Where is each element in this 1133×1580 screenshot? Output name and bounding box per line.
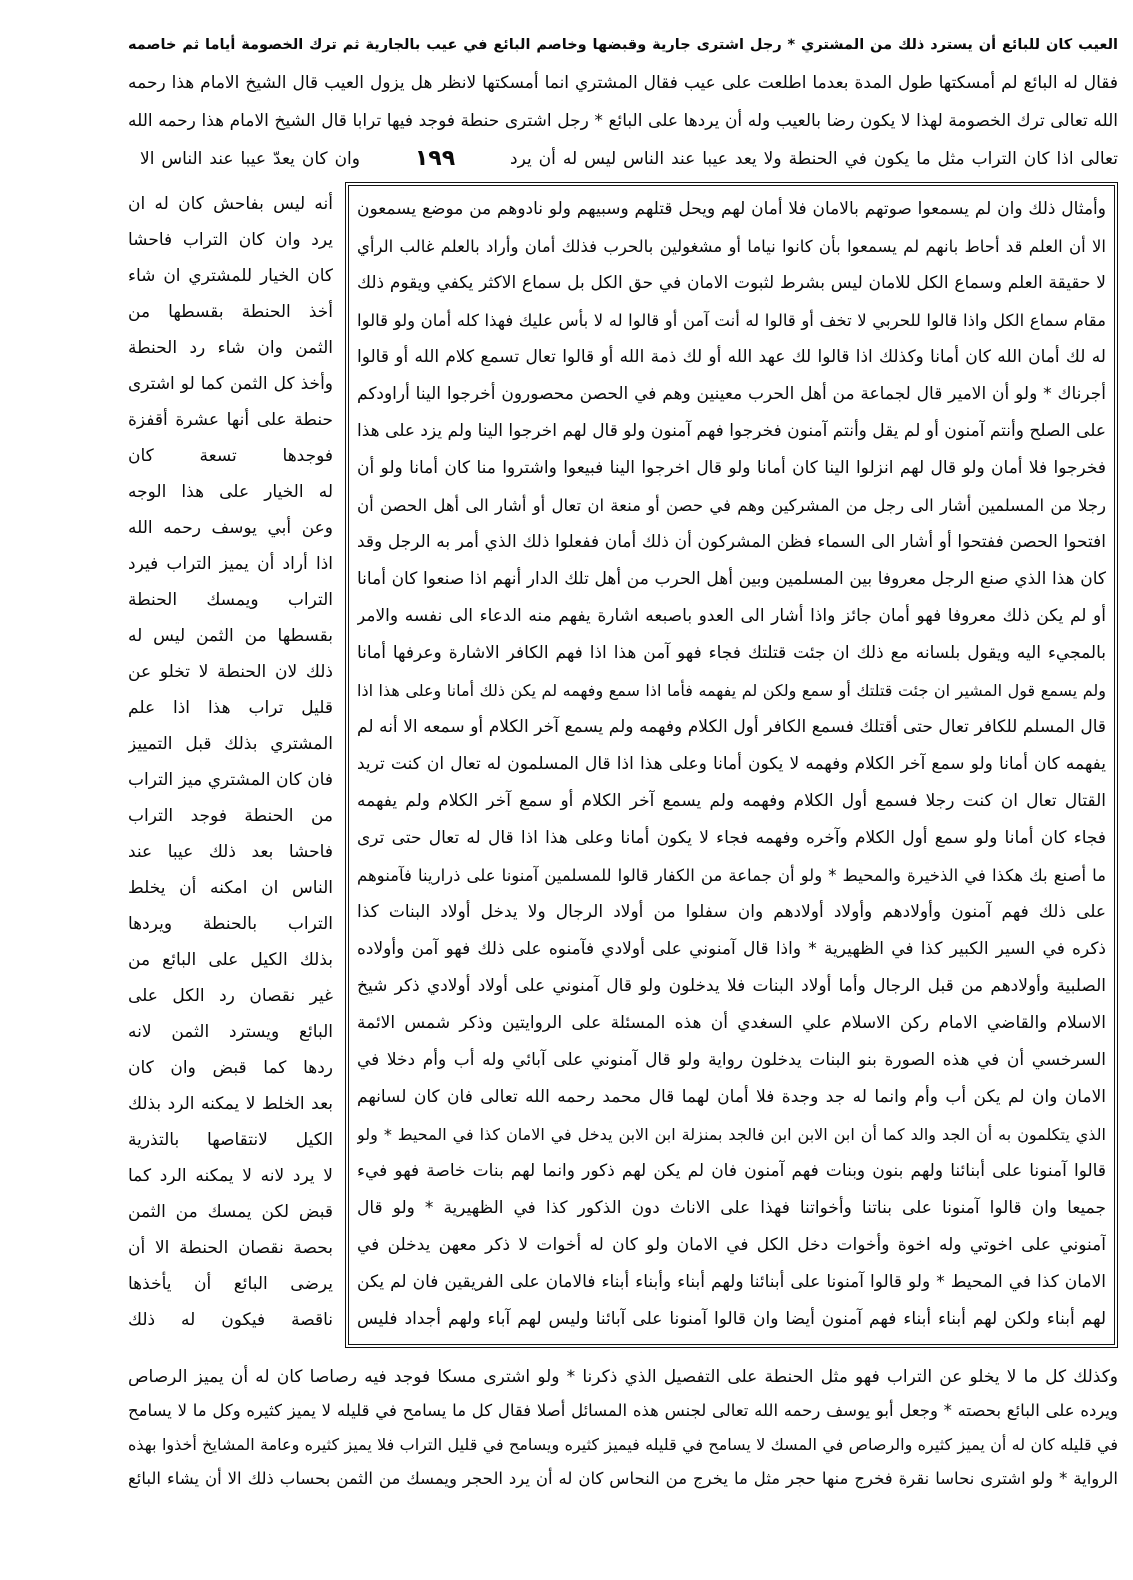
main-text-line: أجرناك * ولو أن الامير قال لجماعة من أهل الحرب معينين وهم في الحصن محصورون أخرجوا الينا أراودكم (357, 384, 1106, 404)
margin-note-line: المشتري بذلك قبل التمييز (128, 734, 333, 754)
margin-note-line: الكيل لانتقاصها بالتذرية (128, 1130, 333, 1150)
page-footer-text (128, 1360, 1118, 1496)
page-header (128, 26, 1118, 178)
main-text-line: الاسلام والقاضي الامام ركن الاسلام علي السغدي أن هذه المسئلة على الروايتين وذكر شمس الائمة (357, 1013, 1106, 1033)
margin-note-line: البائع ويسترد الثمن لانه (128, 1022, 333, 1042)
main-text-line: آمنوني على اخوتي وله اخوة وأخوات دخل الكل في الامان ولو كان له أخوات لا ذكر معهن يدخلن في (357, 1235, 1106, 1255)
main-text-line: القتال تعال ان كنت رجلا فسمع أول الكلام وفهمه ولم يسمع آخر الكلام أو سمع آخر الكلام ولم يفهمه (357, 791, 1106, 811)
margin-note-line: فوجدها تسعة كان (128, 446, 333, 466)
margin-note-line: يرضى البائع أن يأخذها (128, 1274, 333, 1294)
main-text-line: له لك أمان الله كان أمانا وكذلك اذا قالوا لك عهد الله أو لك ذمة الله أو قالوا تعال تسمع كلام الله أو قالوا (357, 347, 1106, 367)
margin-note-line: اذا أراد أن يميز التراب فيرد (128, 554, 333, 574)
margin-note-line: من الحنطة فوجد التراب (128, 806, 333, 826)
margin-note-start: وان كان يعدّ عيبا عند الناس الا (140, 149, 360, 169)
margin-note-line: التراب بالحنطة ويردها (128, 914, 333, 934)
main-text-line: لهم أبناء ولكن لهم أبناء أبناء فهم آمنون أيضا وان قالوا آمنونا على آبائنا وليس لهم آباء ولهم أجداد فليس (357, 1309, 1106, 1329)
margin-note-line: ذلك لان الحنطة لا تخلو عن (128, 662, 333, 682)
margin-note-line: أنه ليس بفاحش كان له ان (128, 194, 333, 214)
main-text-line: فخرجوا فلا أمان ولو قال لهم انزلوا الينا كان أمانا ولو قال اخرجوا الينا فبيعوا واشتروا منا كان أمانا ولو أن (357, 458, 1106, 478)
main-text-line: الذي يتكلمون به أن الجد والد كما أن ابن الابن ابن فالجد بمنزلة ابن الابن يدخل في الامان كذا في المحيط * ولو (357, 1125, 1106, 1144)
main-text-line: ما أصنع بك هكذا في الذخيرة والمحيط * ولو أن جماعة من الكفار قالوا للمسلمين آمنونا على ذرارينا فآمنوهم (357, 866, 1106, 885)
main-text-line: قالوا آمنونا على أبنائنا ولهم بنون وبنات فهم آمنون فان لم يكن لهم ذكور وانما لهم بنات خاصة فهو فيء (357, 1161, 1106, 1181)
main-text-line: على ذلك فهم آمنون وأولادهم وأولاد أولادهم وان سفلوا من أولاد الرجال ولا يدخل أولاد البنات كذا (357, 902, 1106, 922)
main-text-line: جميعا وان قالوا آمنونا على بناتنا وأخواتنا فهذا على الاناث دون الذكور كذا في الظهيرية * ولو قال (357, 1198, 1106, 1218)
margin-notes (128, 186, 333, 1346)
margin-note-line: الثمن وان شاء رد الحنطة (128, 338, 333, 358)
margin-note-line: قليل تراب هذا اذا علم (128, 698, 333, 718)
main-text-line: افتحوا الحصن ففتحوا أو أشار الى السماء فظن المشركون أن ذلك أمان ففعلوا ذلك الذي أمر به الرجل وقد (357, 532, 1106, 552)
margin-note-line: له الخيار على هذا الوجه (128, 482, 333, 502)
margin-note-line: بقسطها من الثمن ليس له (128, 626, 333, 646)
margin-note-line: قبض لكن يمسك من الثمن (128, 1202, 333, 1222)
main-text-line: الامان وان لم يكن أب وأم وانما له جد وجدة فلا أمان لهما قال محمد رحمه الله تعالى فان كان لسانهم (357, 1087, 1106, 1107)
main-text-line: قال المسلم للكافر تعال حتى أقتلك فسمع الكافر أول الكلام وفهمه ولم يسمع آخر الكلام أو سمعه الا أنه لم (357, 717, 1106, 737)
margin-note-line: الناس ان امكنه أن يخلط (128, 878, 333, 898)
margin-note-line: غير نقصان رد الكل على (128, 986, 333, 1006)
main-text-line: وأمثال ذلك وان لم يسمعوا صوتهم بالامان فلا أمان لهم ويحل قتلهم وسبيهم ولو نادوهم من موضع يسمعون (357, 199, 1106, 219)
margin-note-line: فاحشا بعد ذلك عيبا عند (128, 842, 333, 862)
footer-line: الرواية * ولو اشترى نحاسا نقرة فخرج منها حجر مثل ما يخرج من النحاس كان له أن يرد الحجر ويمسك من الثمن بحساب ذلك الا أن يشاء البائع (128, 1469, 1118, 1488)
header-line: الله تعالى ترك الخصومة لهذا لا يكون رضا بالعيب وله أن يردها على البائع * رجل اشترى حنطة فوجد فيها ترابا قال الشيخ الامام هذا رحمه الله (128, 111, 1118, 131)
margin-note-line: حنطة على أنها عشرة أقفزة (128, 410, 333, 430)
margin-note-line: وعن أبي يوسف رحمه الله (128, 518, 333, 538)
main-text-line: رجلا من المسلمين أشار الى رجل من المشركين وهم في حصن أو منعة ان تعال أو أشار الى أهل الحصن أن (357, 496, 1106, 515)
main-text-line: الامان كذا في المحيط * ولو قالوا آمنونا على أبنائنا ولهم أبناء وأبناء أبناء فالامان على الفريقين فان لم يكن (357, 1272, 1106, 1292)
main-text-line: بالمجيء اليه ويقول بلسانه مع ذلك ان جئت قتلتك فجاء فهو آمن هذا اذا فهم الكافر الاشارة وعرفها أمانا (357, 643, 1106, 663)
main-text-line: فجاء كان أمانا ولو سمع أول الكلام وآخره وفهمه فجاء لا يكون أمانا وعلى هذا اذا قال له تعال حتى ترى (357, 828, 1106, 848)
margin-note-line: يرد وان كان التراب فاحشا (128, 230, 333, 250)
main-text-line: مقام سماع الكل واذا قالوا للحربي لا تخف أو قالوا له أنت آمن أو قالوا له لا بأس عليك فهذا كله أمان ولو قالوا (357, 311, 1106, 330)
header-line: العيب كان للبائع أن يسترد ذلك من المشتري * رجل اشترى جارية وقبضها وخاصم البائع في عيب بالجارية ثم ترك الخصومة أياما ثم خاصمه (128, 37, 1118, 53)
header-line: فقال له البائع لم أمسكتها طول المدة بعدما اطلعت على عيب فقال المشتري انما أمسكتها لانظر هل يزول العيب قال الشيخ الامام هذا رحمه (128, 73, 1118, 93)
margin-note-line: ناقصة فيكون له ذلك (128, 1310, 333, 1330)
margin-note-line: لا يرد لانه لا يمكنه الرد كما (128, 1166, 333, 1186)
margin-note-line: وأخذ كل الثمن كما لو اشترى (128, 374, 333, 394)
main-text-frame (345, 182, 1118, 1348)
header-line-with-page-number (128, 140, 1118, 178)
main-text-line: ذكره في السير الكبير كذا في الظهيرية * واذا قال آمنوني على أولادي فآمنوه على ذلك فهو آمن وأولاده (357, 939, 1106, 959)
margin-note-line: فان كان المشتري ميز التراب (128, 770, 333, 790)
main-text-line: السرخسي أن في هذه الصورة بنو البنات يدخلون رواية ولو قال آمنوني على آبائي وله أب وأم دخلا في (357, 1050, 1106, 1070)
footer-line: ويرده على البائع بحصته * وجعل أبو يوسف رحمه الله تعالى لجنس هذه المسائل أصلا فقال كل ما يسامح في قليله لا يميز كثيره وكل ما لا يسامح (128, 1401, 1118, 1420)
footer-line: وكذلك كل ما لا يخلو عن التراب فهو مثل الحنطة على التفصيل الذي ذكرنا * ولو اشترى مسكا فوجد فيه رصاصا كان له أن يميز الرصاص (128, 1367, 1118, 1387)
main-text-line: الا أن العلم قد أحاط بانهم لم يسمعوا بأن كانوا نياما أو مشغولين بالحرب فذلك أمان وأراد بالعلم غالب الرأي (357, 237, 1106, 256)
footer-line: في قليله كان له أن يميز كثيره والرصاص في المسك لا يسامح في قليله فيميز كثيره ويسامح في قليل التراب فلا يميز كثيره وعامة المشايخ أخذوا بهذه (128, 1435, 1118, 1454)
main-text-line: يفهمه كان أمانا ولو سمع آخر الكلام وفهمه لا يكون أمانا وعلى هذا اذا قال المسلمون له تعال ان كنت تريد (357, 754, 1106, 774)
margin-note-line: ردها كما قبض وان كان (128, 1058, 333, 1078)
main-text-line: الصلبية وأولادهم من قبل الرجال وأما أولاد البنات فلا يدخلون ولو قال آمنوني على أولاد أولادي ذكر شيخ (357, 976, 1106, 996)
margin-note-line: بذلك الكيل على البائع من (128, 950, 333, 970)
main-text-line: لا حقيقة العلم وسماع الكل للامان ليس بشرط لثبوت الامان في حق الكل بل سماع الاكثر يكفي ويقوم ذلك (357, 273, 1106, 293)
page-number: ١٩٩ (414, 146, 456, 171)
main-text-line: ولم يسمع قول المشير ان جئت قتلتك أو سمع ولكن لم يفهمه فأما اذا سمع وفهمه لم يكن ذلك أمانا وعلى هذا اذا (357, 681, 1106, 700)
margin-note-line: أخذ الحنطة بقسطها من (128, 302, 333, 322)
main-text-line: أو لم يكن ذلك معروفا فهو أمان جائز واذا أشار الى العدو باصبعه اشارة يفهم منه الدعاء الى نفسه والامر (357, 606, 1106, 626)
margin-note-line: بعد الخلط لا يمكنه الرد بذلك (128, 1094, 333, 1114)
header-line: تعالى اذا كان التراب مثل ما يكون في الحنطة ولا يعد عيبا عند الناس ليس له أن يرد (510, 149, 1118, 169)
margin-note-line: بحصة نقصان الحنطة الا أن (128, 1238, 333, 1258)
main-text-line: على الصلح وأنتم آمنون أو لم يقل وأنتم آمنون فخرجوا فهم آمنون ولو قال لهم اخرجوا الينا ولم يزد على هذا (357, 421, 1106, 441)
margin-note-line: التراب ويمسك الحنطة (128, 590, 333, 610)
main-text-line: كان هذا الذي صنع الرجل معروفا بين المسلمين وبين أهل الحرب من أهل تلك الدار أنهم اذا صنعوا كان أمانا (357, 569, 1106, 589)
margin-note-line: كان الخيار للمشتري ان شاء (128, 266, 333, 286)
